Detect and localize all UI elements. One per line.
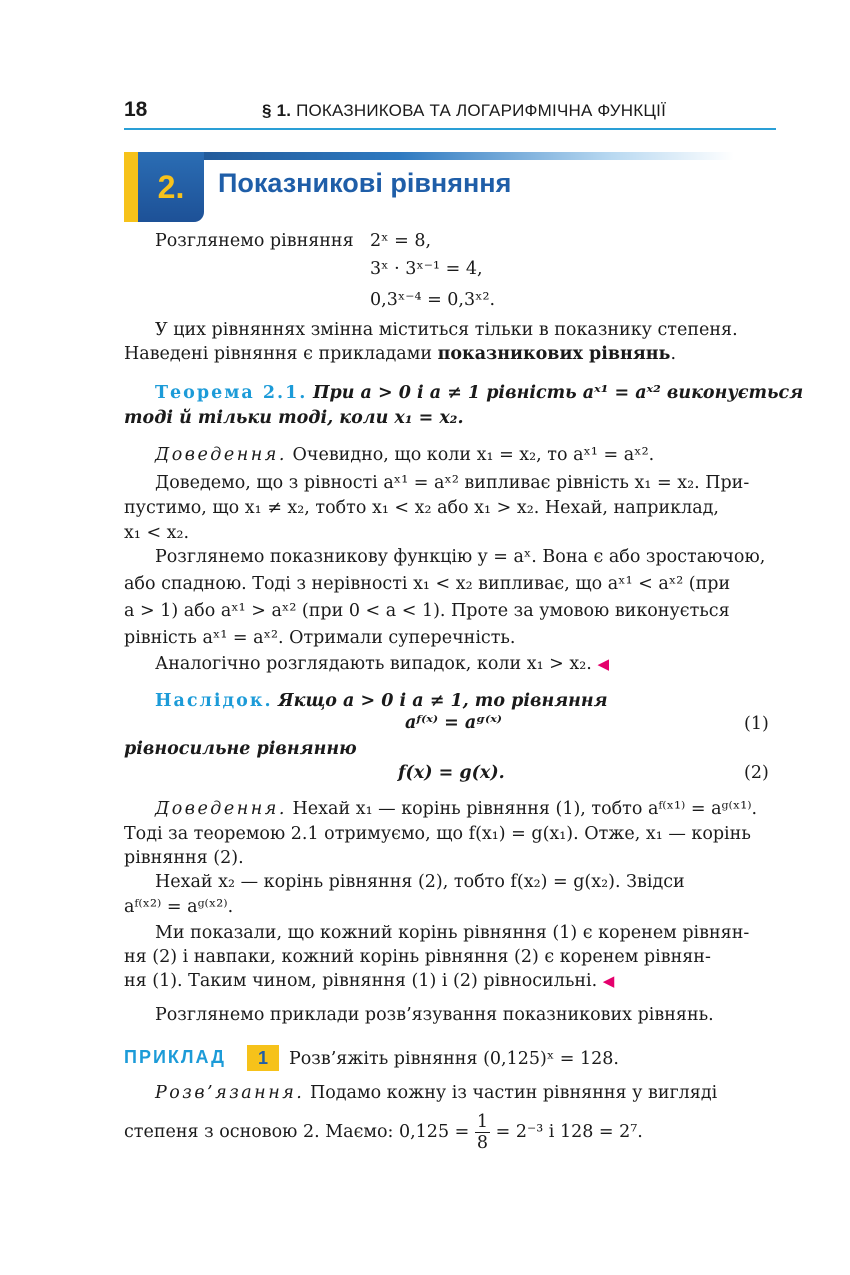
term-exponential-equations: показникових рівнянь: [437, 344, 671, 364]
fraction-numerator: 1: [476, 1112, 489, 1132]
proof1-line-6: або спадною. Тоді з нерівності x₁ < x₂ випливає, що aˣ¹ < aˣ² (при: [124, 574, 731, 594]
corollary-label: Наслідок.: [155, 691, 273, 711]
proof1-line-7: a > 1) або aˣ¹ > aˣ² (при 0 < a < 1). Проте за умовою виконується: [124, 601, 730, 621]
proof2-line-8: [124, 969, 614, 993]
example-task: Розв’яжіть рівняння (0,125)ˣ = 128.: [289, 1049, 619, 1069]
proof1-line-8: рівність aˣ¹ = aˣ². Отримали суперечність.: [124, 628, 516, 648]
corollary-line-1: [155, 689, 608, 713]
intro-equation-2: 3ˣ · 3ˣ⁻¹ = 4,: [370, 259, 483, 279]
fraction-denominator: 8: [476, 1133, 489, 1153]
section-sign: § 1.: [262, 101, 292, 120]
section-number-badge: 2.: [138, 152, 204, 222]
theorem-text-1: При a > 0 і a ≠ 1 рівність aˣ¹ = aˣ² виконується: [312, 383, 804, 403]
intro-equation-1: 2ˣ = 8,: [370, 231, 432, 251]
running-header: [262, 101, 666, 121]
solution-text-1: Подамо кожну із частин рівняння у вигляді: [309, 1083, 718, 1103]
proof1-label: Доведення.: [155, 445, 287, 465]
proof2-line-4: Нехай x₂ — корінь рівняння (2), тобто f(x₂) = g(x₂). Звідси: [155, 872, 685, 892]
page-number: 18: [124, 98, 148, 121]
section-banner-accent: [124, 152, 138, 222]
section-banner-bar: [124, 152, 734, 160]
fraction: [475, 1112, 490, 1153]
proof1-line-4: x₁ < x₂.: [124, 523, 190, 543]
solution-text-2a: степеня з основою 2. Маємо: 0,125 =: [124, 1122, 470, 1142]
proof2-line-7: ня (2) і навпаки, кожний корінь рівняння (2) є коренем рівнян-: [124, 947, 711, 967]
equation-number-1: (1): [744, 714, 769, 734]
solution-line-2: [124, 1112, 643, 1153]
solution-label: Розв’язання.: [155, 1083, 305, 1103]
corollary-equation-2: f(x) = g(x).: [398, 763, 505, 783]
proof2-label: Доведення.: [155, 799, 287, 819]
proof2-text-8: ня (1). Таким чином, рівняння (1) і (2) рівносильні.: [124, 971, 598, 991]
equation-number-2: (2): [744, 763, 769, 783]
solution-line-1: [155, 1081, 717, 1105]
proof1-line-1: [155, 443, 654, 467]
example-number-badge: 1: [247, 1045, 279, 1071]
proof1-line-5: Розглянемо показникову функцію y = aˣ. Вона є або зростаючою,: [155, 547, 766, 567]
corollary-middle: рівносильне рівнянню: [124, 739, 357, 759]
intro-lead: Розглянемо рівняння: [155, 231, 354, 251]
intro-paragraph-2: [124, 342, 676, 366]
intro-paragraph-1: У цих рівняннях змінна міститься тільки в показнику степеня.: [155, 320, 738, 340]
theorem-line-2: тоді й тільки тоді, коли x₁ = x₂.: [124, 408, 464, 428]
solution-text-2b: = 2⁻³ і 128 = 2⁷.: [495, 1122, 643, 1142]
proof2-line-5: aᶠ⁽ˣ²⁾ = aᵍ⁽ˣ²⁾.: [124, 897, 234, 917]
header-rule: [124, 128, 776, 130]
proof1-text-1: Очевидно, що коли x₁ = x₂, то aˣ¹ = aˣ².: [292, 445, 655, 465]
proof2-line-6: Ми показали, що кожний корінь рівняння (1) є коренем рівнян-: [155, 923, 750, 943]
theorem-line-1: [155, 381, 803, 405]
proof1-line-2: Доведемо, що з рівності aˣ¹ = aˣ² випливає рівність x₁ = x₂. При-: [155, 473, 750, 493]
example-label: ПРИКЛАД: [124, 1047, 226, 1067]
proof1-text-9: Аналогічно розглядають випадок, коли x₁ > x₂.: [155, 654, 592, 674]
intro-equation-3: 0,3ˣ⁻⁴ = 0,3ˣ².: [370, 290, 496, 310]
transition-paragraph: Розглянемо приклади розв’язування показникових рівнянь.: [155, 1005, 714, 1025]
end-of-proof-icon: ◀: [597, 655, 609, 673]
intro-paragraph-2-end: .: [670, 344, 677, 364]
proof2-line-3: рівняння (2).: [124, 848, 244, 868]
proof1-line-9: [155, 652, 609, 676]
proof2-line-2: Тоді за теоремою 2.1 отримуємо, що f(x₁) = g(x₁). Отже, x₁ — корінь: [124, 824, 751, 844]
section-title: Показникові рівняння: [218, 168, 512, 198]
end-of-proof-icon: ◀: [602, 972, 615, 990]
theorem-label: Теорема 2.1.: [155, 383, 308, 403]
corollary-text: Якщо a > 0 і a ≠ 1, то рівняння: [278, 691, 608, 711]
proof2-text-1: Нехай x₁ — корінь рівняння (1), тобто aᶠ⁽ˣ¹⁾ = aᵍ⁽ˣ¹⁾.: [292, 799, 758, 819]
corollary-equation-1: aᶠ⁽ˣ⁾ = aᵍ⁽ˣ⁾: [405, 713, 502, 733]
intro-paragraph-2-text: Наведені рівняння є прикладами: [124, 344, 438, 364]
proof1-line-3: пустимо, що x₁ ≠ x₂, тобто x₁ < x₂ або x₁ > x₂. Нехай, наприклад,: [124, 498, 719, 518]
running-header-title: ПОКАЗНИКОВА ТА ЛОГАРИФМІЧНА ФУНКЦІЇ: [296, 101, 666, 120]
proof2-line-1: [155, 797, 757, 821]
